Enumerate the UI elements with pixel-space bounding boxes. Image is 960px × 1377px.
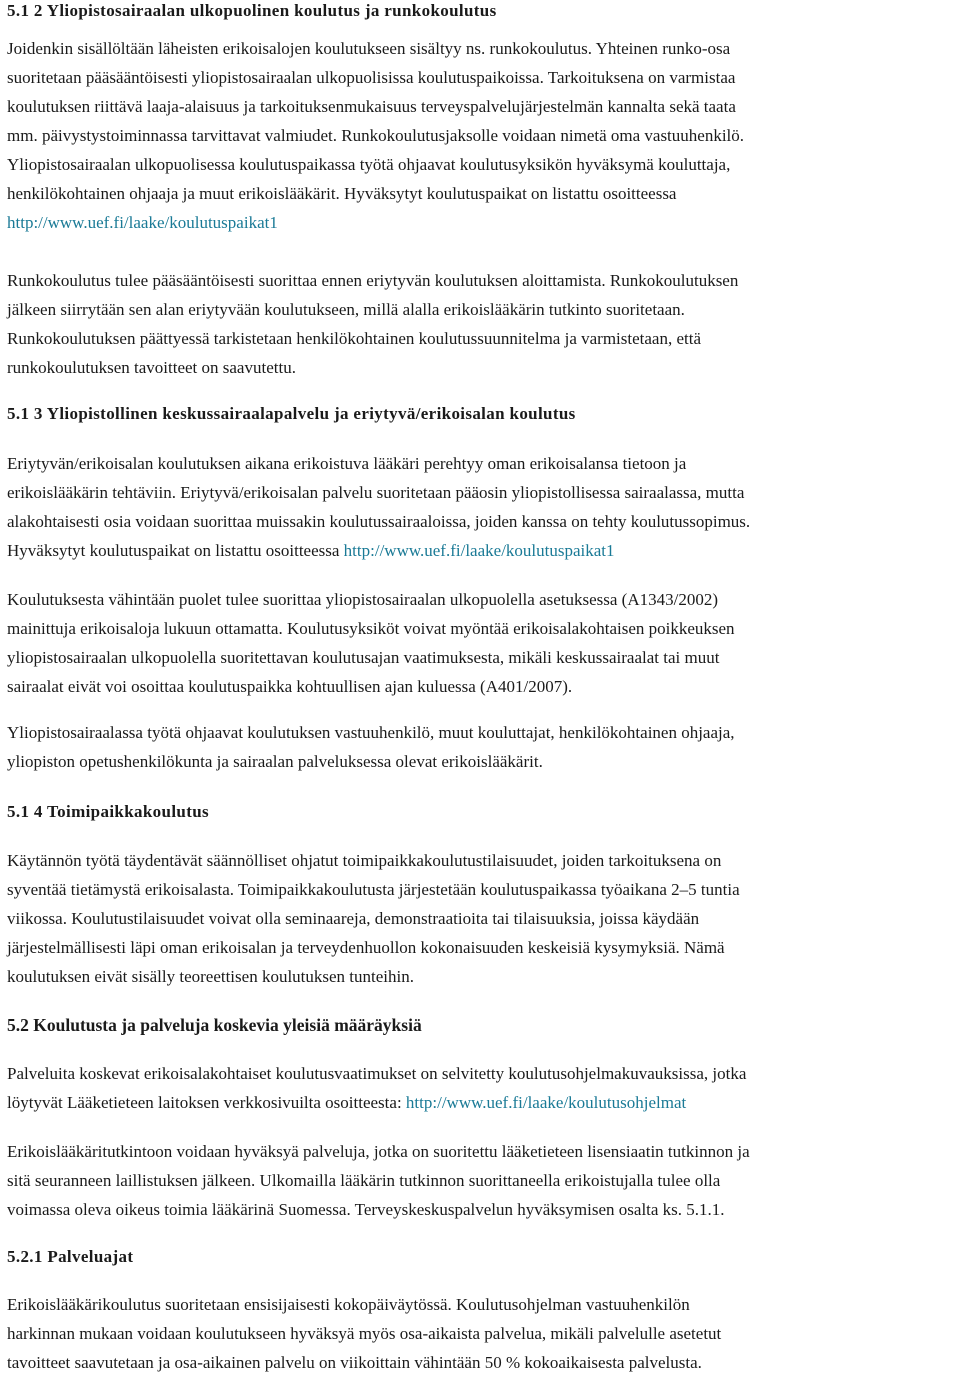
heading-5-1-4: 5.1 4 Toimipaikkakoulutus (7, 802, 209, 821)
text-line: Eriytyvän/erikoisalan koulutuksen aikana erikoistuva lääkäri perehtyy oman erikoisalansa tietoon ja (7, 454, 687, 473)
text-line: yliopistosairaalan ulkopuolella suoritettavan koulutusajan vaatimuksesta, mikäli keskussairaalat tai muut (7, 648, 720, 667)
paragraph-runkokoulutus-timing (7, 266, 958, 382)
text-line: Runkokoulutus tulee pääsääntöisesti suorittaa ennen eriytyvän koulutuksen aloittamista. Runkokoulutuksen (7, 271, 739, 290)
text-line: sairaalat eivät voi osoittaa koulutuspaikka kohtuullisen ajan kuluessa (A401/2007). (7, 677, 573, 696)
text-line: runkokoulutuksen tavoitteet on saavutettu. (7, 358, 296, 377)
paragraph-ulkopuolinen-vaatimus (7, 585, 958, 701)
heading-5-1-2: 5.1 2 Yliopistosairaalan ulkopuolinen koulutus ja runkokoulutus (7, 1, 497, 20)
koulutusohjelmat-link[interactable]: http://www.uef.fi/laake/koulutusohjelmat (405, 1093, 687, 1112)
text-line: harkinnan mukaan voidaan koulutukseen hyväksyä myös osa-aikaista palvelua, mikäli palvelulle asetetut (7, 1324, 722, 1343)
heading-5-2: 5.2 Koulutusta ja palveluja koskevia yleisiä määräyksiä (7, 1015, 422, 1035)
heading-5-2-1: 5.2.1 Palveluajat (7, 1247, 134, 1266)
paragraph-eriytyva-koulutus (7, 449, 958, 565)
text-line: sitä seuranneen laillistuksen jälkeen. Ulkomailla lääkärin tutkinnon suorittaneella erikoistujalla tulee olla (7, 1171, 721, 1190)
paragraph-ohjaajat (7, 718, 958, 776)
text-line: tavoitteet saavutetaan ja osa-aikainen palvelu on viikoittain vähintään 50 % kokoaikaisesta palvelusta. (7, 1353, 702, 1372)
text-line: koulutuksen eivät sisälly teoreettisen koulutuksen tunteihin. (7, 967, 414, 986)
text-line: voimassa oleva oikeus toimia lääkärinä Suomessa. Terveyskeskuspalvelun hyväksymisen osalta ks. 5.1.1. (7, 1200, 725, 1219)
text-line: Runkokoulutuksen päättyessä tarkistetaan henkilökohtainen koulutussuunnitelma ja varmistetaan, että (7, 329, 702, 348)
text-line: koulutuksen riittävä laaja-alaisuus ja tarkoituksenmukaisuus terveyspalvelujärjestelmän kannalta sekä taata (7, 97, 736, 116)
text-line: mainittuja erikoisaloja lukuun ottamatta. Koulutusyksiköt voivat myöntää erikoisalakohtaisen poikkeuksen (7, 619, 735, 638)
text-line: Koulutuksesta vähintään puolet tulee suorittaa yliopistosairaalan ulkopuolella asetuksessa (A1343/2002) (7, 590, 719, 609)
text-line: suoritetaan pääsääntöisesti yliopistosairaalan ulkopuolisissa koulutuspaikoissa. Tarkoituksena on varmistaa (7, 68, 736, 87)
paragraph-hyvaksyttavat-palvelut (7, 1137, 958, 1224)
koulutuspaikat-link[interactable]: http://www.uef.fi/laake/koulutuspaikat1 (7, 213, 278, 232)
paragraph-koulutusvaatimukset (7, 1059, 958, 1117)
text-line: alakohtaisesti osia voidaan suorittaa muissakin koulutussairaaloissa, joiden kanssa on tehty koulutussopimus. (7, 512, 751, 531)
text-line: henkilökohtainen ohjaaja ja muut erikoislääkärit. Hyväksytyt koulutuspaikat on listattu osoitteessa (7, 184, 677, 203)
text-line: Yliopistosairaalassa työtä ohjaavat koulutuksen vastuuhenkilö, muut kouluttajat, henkilökohtainen ohjaaja, (7, 723, 735, 742)
text-line: erikoislääkärin tehtäviin. Eriytyvä/erikoisalan palvelu suoritetaan pääosin yliopistollisessa sairaalassa, mutta (7, 483, 745, 502)
text-line: löytyvät Lääketieteen laitoksen verkkosivuilta osoitteesta: (7, 1093, 406, 1112)
text-line: syventää tietämystä erikoisalasta. Toimipaikkakoulutusta järjestetään koulutuspaikassa työaikana 2–5 tuntia (7, 880, 740, 899)
text-line: Käytännön työtä täydentävät säännölliset ohjatut toimipaikkakoulutustilaisuudet, joiden tarkoituksena on (7, 851, 722, 870)
text-line: Joidenkin sisällöltään läheisten erikoisalojen koulutukseen sisältyy ns. runkokoulutus. Yhteinen runko-osa (7, 39, 731, 58)
text-line: mm. päivystystoiminnassa tarvittavat valmiudet. Runkokoulutusjaksolle voidaan nimetä oma vastuuhenkilö. (7, 126, 745, 145)
text-line: Yliopistosairaalan ulkopuolisessa koulutuspaikassa työtä ohjaavat koulutusyksikön hyväksymä kouluttaja, (7, 155, 731, 174)
paragraph-runkokoulutus (7, 34, 958, 237)
text-line: jälkeen siirrytään sen alan eriytyvään koulutukseen, millä alalla erikoislääkärin tutkinto suoritetaan. (7, 300, 685, 319)
paragraph-toimipaikkakoulutus (7, 846, 958, 991)
paragraph-palveluajat (7, 1290, 958, 1377)
text-line: järjestelmällisesti läpi oman erikoisalan ja terveydenhuollon kokonaisuuden keskeisiä kysymyksiä. Nämä (7, 938, 725, 957)
text-line: yliopiston opetushenkilökunta ja sairaalan palveluksessa olevat erikoislääkärit. (7, 752, 543, 771)
text-line: Hyväksytyt koulutuspaikat on listattu osoitteessa (7, 541, 344, 560)
text-line: Palveluita koskevat erikoisalakohtaiset koulutusvaatimukset on selvitetty koulutusohjelmakuvauksissa, jotka (7, 1064, 747, 1083)
heading-5-1-3: 5.1 3 Yliopistollinen keskussairaalapalvelu ja eriytyvä/erikoisalan koulutus (7, 404, 576, 423)
text-line: Erikoislääkärikoulutus suoritetaan ensisijaisesti kokopäiväytössä. Koulutusohjelman vastuuhenkilön (7, 1295, 690, 1314)
text-line: viikossa. Koulutustilaisuudet voivat olla seminaareja, demonstraatioita tai tilaisuuksia, joissa käydään (7, 909, 700, 928)
koulutuspaikat-link[interactable]: http://www.uef.fi/laake/koulutuspaikat1 (343, 541, 615, 560)
text-line: Erikoislääkäritutkintoon voidaan hyväksyä palveluja, jotka on suoritettu lääketieteen lisensiaatin tutkinnon ja (7, 1142, 750, 1161)
